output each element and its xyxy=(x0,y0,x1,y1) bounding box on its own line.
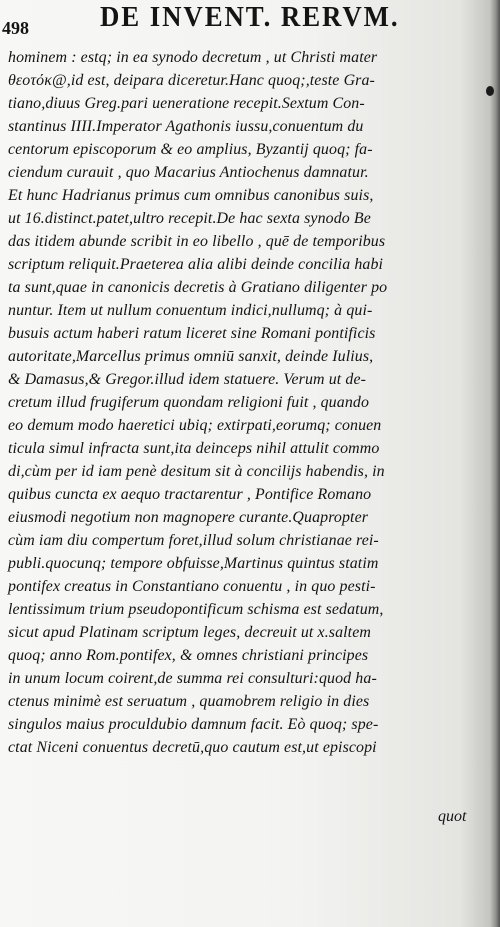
text-line: tiano,diuus Greg.pari ueneratione recepit.Sextum Con- xyxy=(8,95,365,112)
text-line: sicut apud Platinam scriptum leges, decreuit ut x.saltem xyxy=(8,624,371,641)
text-line: das itidem abunde scribit in eo libello , quē de temporibus xyxy=(8,233,386,250)
text-line: scriptum reliquit.Praeterea alia alibi deinde concilia habi xyxy=(8,256,384,273)
text-line: Et hunc Hadrianus primus cum omnibus canonibus suis, xyxy=(8,187,374,204)
page-number: 498 xyxy=(2,18,29,38)
text-line: ctat Niceni conuentus decretū,quo cautum est,ut episcopi xyxy=(8,739,377,756)
text-line: θεοτόκ@,id est, deipara diceretur.Hanc quoq;,teste Gra- xyxy=(8,72,375,89)
text-line: lentissimum trium pseudopontificum schisma est sedatum, xyxy=(8,601,384,618)
text-line: ut 16.distinct.patet,ultro recepit.De hac sexta synodo Be xyxy=(8,210,371,227)
text-line: autoritate,Marcellus primus omniū sanxit, deinde Iulius, xyxy=(8,348,374,365)
text-line: eo demum modo haeretici ubiq; extirpati,eorumq; conuen xyxy=(8,417,382,434)
catchword: quot xyxy=(438,808,467,825)
text-line: quoq; anno Rom.pontifex, & omnes christiani principes xyxy=(8,647,369,664)
text-line: hominem : estq; in ea synodo decretum , ut Christi mater xyxy=(8,49,378,66)
text-line: pontifex creatus in Constantiano conuentu , in quo pesti- xyxy=(8,578,376,595)
text-line: ticula simul infracta sunt,ita deinceps nihil attulit commo xyxy=(8,440,380,457)
text-line: in unum locum coirent,de summa rei consulturi:quod ha- xyxy=(8,670,377,687)
text-line: eiusmodi negotium non magnopere curante.Quapropter xyxy=(8,509,369,526)
page-header xyxy=(0,0,500,44)
text-line: & Damasus,& Gregor.illud idem statuere. Verum ut de- xyxy=(8,371,367,388)
text-line: cretum illud frugiferum quondam religioni fuit , quando xyxy=(8,394,370,411)
running-head: DE INVENT. RERVM. xyxy=(100,2,400,33)
body-text xyxy=(8,46,488,759)
text-line: centorum episcoporum & eo amplius, Byzantij quoq; fa- xyxy=(8,141,373,158)
text-line: ta sunt,quae in canonicis decretis à Gratiano diligenter po xyxy=(8,279,388,296)
page-edge-shadow xyxy=(490,0,500,927)
text-line: quibus cuncta ex aequo tractarentur , Pontifice Romano xyxy=(8,486,372,503)
text-line: di,cùm per id iam penè desitum sit à concilijs habendis, in xyxy=(8,463,385,480)
text-line: publi.quocunq; tempore obfuisse,Martinus quintus statim xyxy=(8,555,379,572)
text-line: singulos maius proculdubio damnum facit. Eò quoq; spe- xyxy=(8,716,379,733)
text-line: ciendum curauit , quo Macarius Antiochenus damnatur. xyxy=(8,164,369,181)
text-line: nuntur. Item ut nullum conuentum indici,nullumq; à qui- xyxy=(8,302,373,319)
text-line: ctenus minimè est seruatum , quamobrem religio in dies xyxy=(8,693,370,710)
text-line: stantinus IIII.Imperator Agathonis iussu,conuentum du xyxy=(8,118,364,135)
text-line: busuis actum haberi ratum liceret sine Romani pontificis xyxy=(8,325,376,342)
text-line: cùm iam diu compertum foret,illud solum christianae rei- xyxy=(8,532,379,549)
